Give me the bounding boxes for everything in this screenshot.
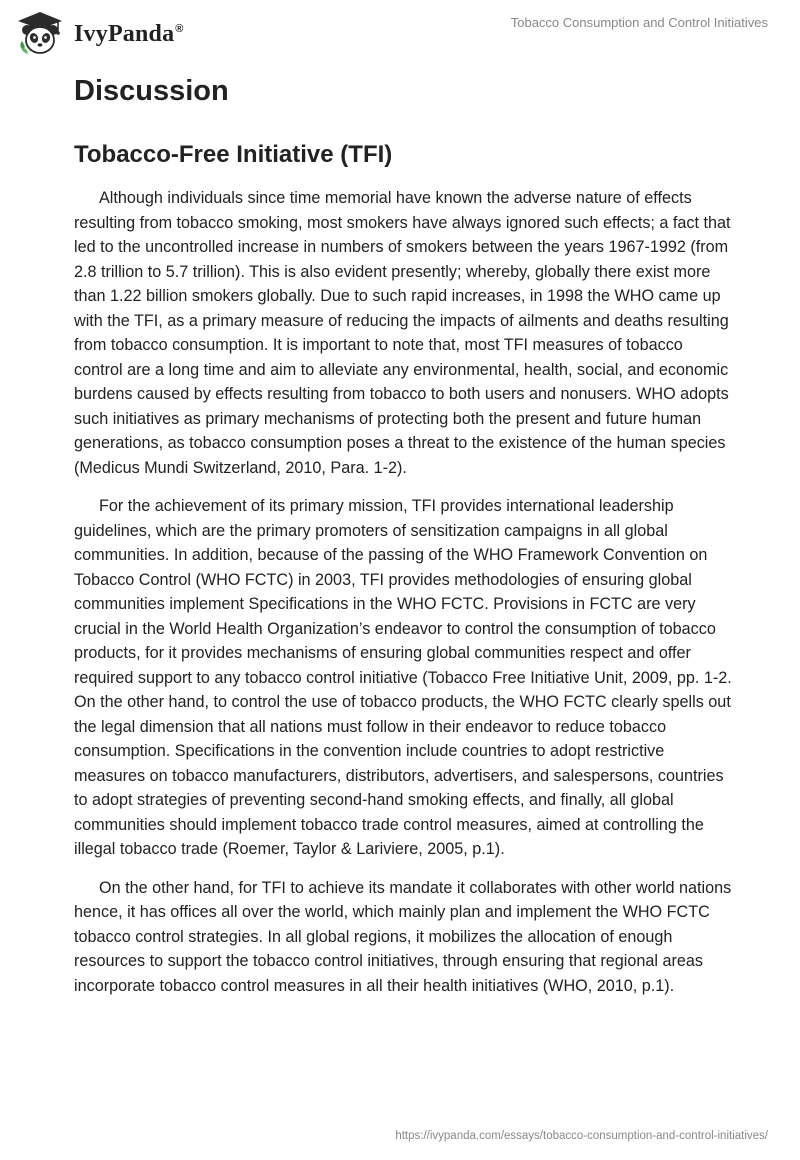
source-url[interactable]: https://ivypanda.com/essays/tobacco-consumption-and-control-initiatives/ <box>395 1130 768 1142</box>
document-title: Tobacco Consumption and Control Initiatives <box>510 15 768 30</box>
section-heading: Discussion <box>74 75 229 107</box>
paragraph: For the achievement of its primary mission, TFI provides international leadership guidelines, which are the primary promoters of sensitization campaigns in all global communities. In addition, because of the passing of the WHO Framework Convention on Tobacco Control (WHO FCTC) in 2003, TFI provides methodologies of ensuring global communities implement Specifications in the WHO FCTC. Provisions in FCTC are very crucial in the World Health Organization’s endeavor to control the consumption of tobacco products, for it provides mechanisms of ensuring global communities respect and offer required support to any tobacco control initiative (Tobacco Free Initiative Unit, 2009, pp. 1-2. On the other hand, to control the use of tobacco products, the WHO FCTC clearly spells out the legal dimension that all nations must follow in their endeavor to reduce tobacco consumption. Specifications in the convention include countries to adopt restrictive measures on tobacco manufacturers, distributors, advertisers, and salespersons, countries to adopt strategies of preventing second-hand smoking effects, and finally, all global communities should implement tobacco trade control measures, aimed at controlling the illegal tobacco trade (Roemer, Taylor & Lariviere, 2005, p.1). <box>74 497 732 858</box>
logo-wordmark: IvyPanda® <box>74 20 184 47</box>
subsection-heading: Tobacco-Free Initiative (TFI) <box>74 141 393 168</box>
paragraph: Although individuals since time memorial have known the adverse nature of effects resulting from tobacco smoking, most smokers have always ignored such effects; a fact that led to the uncontrolled increase in numbers of smokers between the years 1967-1992 (from 2.8 trillion to 5.7 trillion). This is also evident presently; whereby, globally there exist more than 1.22 billion smokers globally. Due to such rapid increases, in 1998 the WHO came up with the TFI, as a primary measure of reducing the impacts of ailments and deaths resulting from tobacco consumption. It is important to note that, most TFI measures of tobacco control are a long time and aim to alleviate any environmental, health, social, and economic burdens caused by effects resulting from tobacco to both users and nonusers. WHO adopts such initiatives as primary mechanisms of protecting both the present and future human generations, as tobacco consumption poses a threat to the existence of the human species (Medicus Mundi Switzerland, 2010, Para. 1-2). <box>74 189 731 477</box>
page-header <box>0 0 800 60</box>
article-body <box>74 70 734 1012</box>
panda-graduate-icon <box>14 8 66 60</box>
registered-mark: ® <box>175 22 184 35</box>
ivypanda-logo[interactable] <box>14 8 184 60</box>
paragraph: On the other hand, for TFI to achieve its mandate it collaborates with other world nations hence, it has offices all over the world, which mainly plan and implement the WHO FCTC tobacco control strategies. In all global regions, it mobilizes the allocation of enough resources to support the tobacco control initiatives, through ensuring that regional areas incorporate tobacco control measures in all their health initiatives (WHO, 2010, p.1). <box>74 878 732 995</box>
